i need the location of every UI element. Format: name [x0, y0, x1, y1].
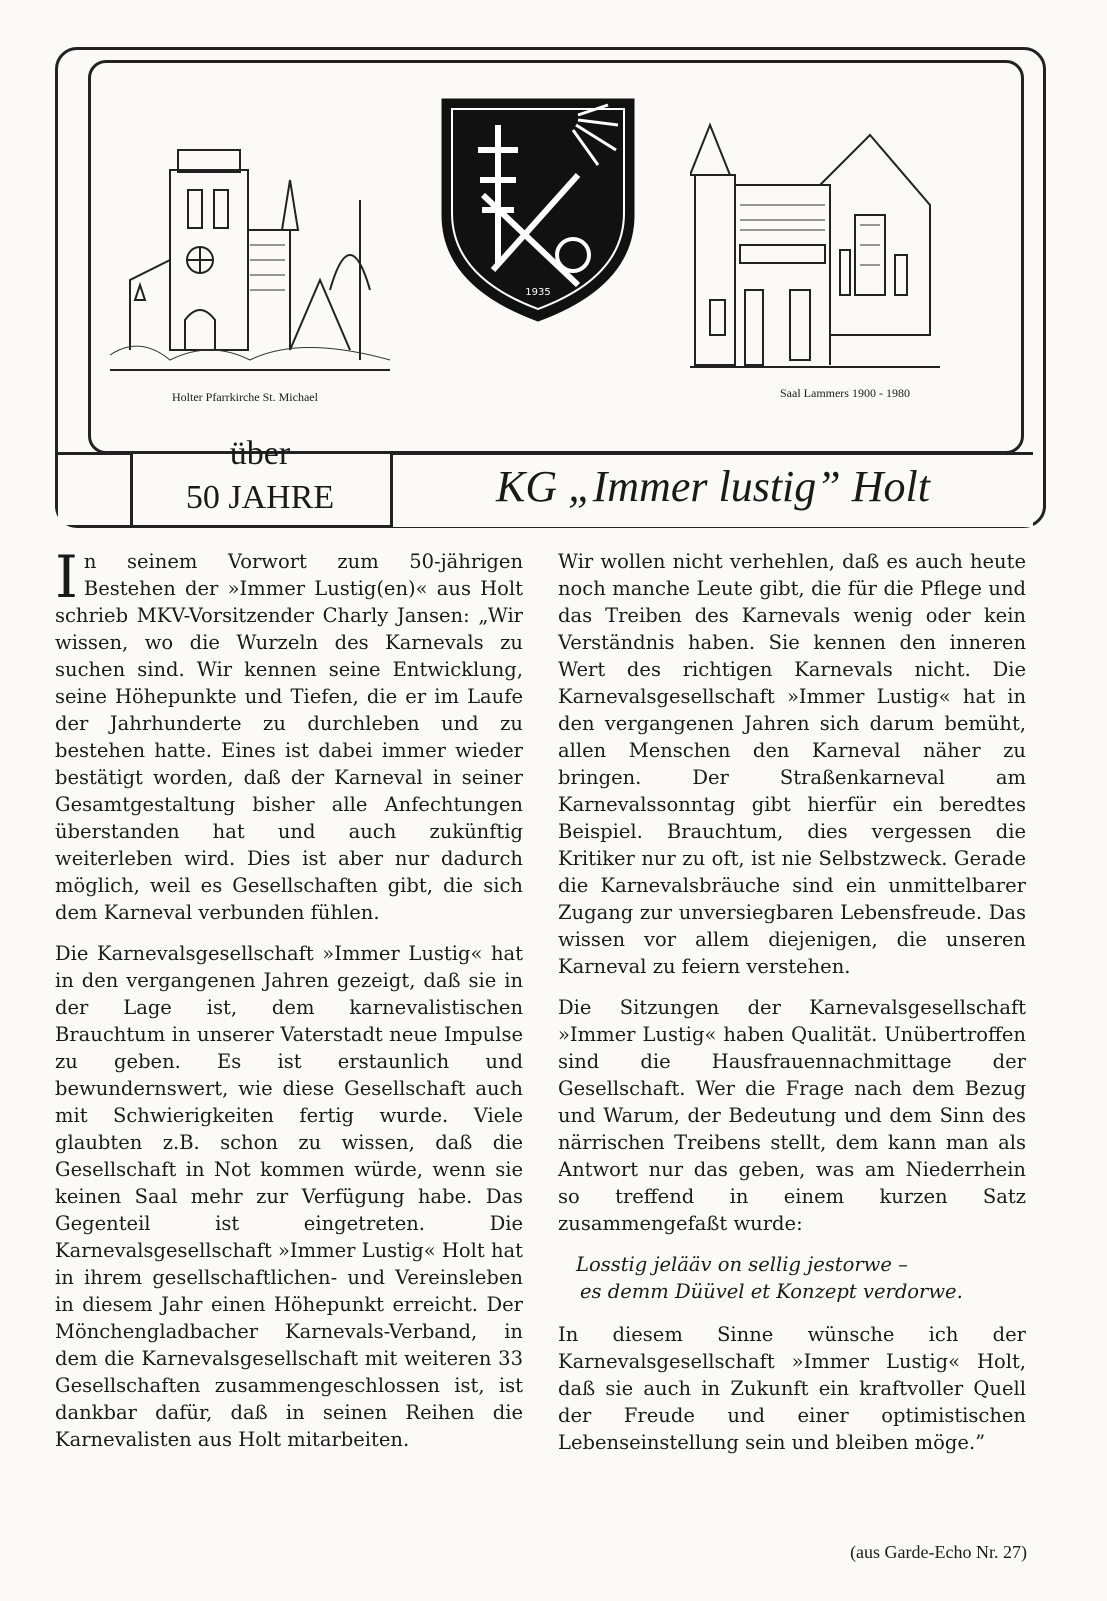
church-caption: Holter Pfarrkirche St. Michael	[172, 390, 318, 404]
hall-sketch	[690, 95, 950, 385]
source-note: (aus Garde-Echo Nr. 27)	[850, 1542, 1027, 1562]
quote-line-1: Losstig jelääv on sellig jestorwe –	[576, 1253, 908, 1276]
club-crest-emblem	[438, 95, 638, 325]
dialect-quote	[576, 1251, 1026, 1305]
right-paragraph-1: Wir wollen nicht verhehlen, daß es auch heute noch manche Leute gibt, die für die Pflege und das Treiben des Karnevals wenig oder kein Verständnis haben. Sie kennen den inneren Wert des richtigen Karnevals nicht. Die Karnevalsgesellschaft »Immer Lustig« hat in den vergangenen Jahren sich darum bemüht, allen Menschen den Karneval näher zu bringen. Der Straßenkarneval am Karnevalssonntag gibt hierfür ein beredtes Beispiel. Brauchtum, dies vergessen die Kritiker nur zu oft, ist nie Selbstzweck. Gerade die Karnevalsbräuche sind ein unmittelbarer Zugang zur unversiegbaren Lebensfreude. Das wissen vor allem diejenigen, die unseren Karneval zu feiern verstehen.	[558, 550, 1026, 978]
right-column	[558, 548, 1026, 1470]
left-paragraph-1	[55, 543, 523, 926]
right-paragraph-2: Die Sitzungen der Karnevalsgesellschaft »Immer Lustig« haben Qualität. Unübertroffen sind die Hausfrauennachmittage der Gesellschaft. Wer die Frage nach dem Bezug und Warum, der Bedeutung und dem Sinn des närrischen Treibens stellt, dem kann man als Antwort nur das geben, was am Niederrhein so treffend in einem kurzen Satz zusammengefaßt wurde:	[558, 996, 1026, 1235]
hall-caption: Saal Lammers 1900 - 1980	[780, 386, 910, 400]
left-column	[55, 543, 523, 1467]
church-sketch	[100, 120, 400, 390]
left-notch-frame	[58, 452, 133, 525]
anniversary-line-1: über	[229, 435, 291, 472]
right-paragraph-3: In diesem Sinne wünsche ich der Karnevalsgesellschaft »Immer Lustig« Holt, daß sie auch in Zukunft ein kraftvoller Quell der Freude und einer optimistischen Lebenseinstellung sein und bleiben möge.”	[558, 1323, 1026, 1454]
crest-year: 1935	[525, 287, 551, 298]
left-paragraph-1-text: n seinem Vorwort zum 50-jährigen Bestehen der »Immer Lustig(en)« aus Holt schrieb MKV-Vorsitzender Charly Jansen: „Wir wissen, wo die Wurzeln des Karnevals zu suchen sind. Wir kennen seine Entwicklung, seine Höhepunkte und Tiefen, die er im Laufe der Jahrhunderte zu durchleben und zu bestehen hatte. Eines ist dabei immer wieder bestätigt worden, daß der Karneval in seiner Gesamtgestaltung bisher alle Anfechtungen überstanden hat und auch zukünftig weiterleben wird. Dies ist aber nur dadurch möglich, weil es Gesellschaften gibt, die sich dem Karneval verbunden fühlen.	[55, 550, 523, 924]
quote-line-2: es demm Düüvel et Konzept verdorwe.	[580, 1280, 963, 1303]
left-paragraph-2: Die Karnevalsgesellschaft »Immer Lustig« hat in den vergangenen Jahren gezeigt, daß sie in der Lage ist, dem karnevalistischen Brauchtum in unserer Vaterstadt neue Impulse zu geben. Es ist erstaunlich und bewundernswert, wie diese Gesellschaft auch mit Schwierigkeiten fertig wurde. Viele glaubten z.B. schon zu wissen, daß die Gesellschaft in Not kommen würde, wenn sie keinen Saal mehr zur Verfügung habe. Das Gegenteil ist eingetreten. Die Karnevalsgesellschaft »Immer Lustig« Holt hat in ihrem gesellschaftlichen- und Vereinsleben in diesem Jahr einen Höhepunkt erreicht. Der Mönchengladbacher Karnevals-Verband, in dem die Karnevalsgesellschaft mit weiteren 33 Gesellschaften zusammengeschlossen ist, ist dankbar dafür, daß in seinen Reihen die Karnevalisten aus Holt mitarbeiten.	[55, 942, 523, 1451]
anniversary-line-2: 50 JAHRE	[185, 479, 335, 516]
drop-cap: I	[55, 543, 78, 611]
page-title: KG „Immer lustig” Holt	[496, 462, 930, 511]
title-box	[390, 452, 1033, 527]
anniversary-label	[150, 432, 370, 520]
